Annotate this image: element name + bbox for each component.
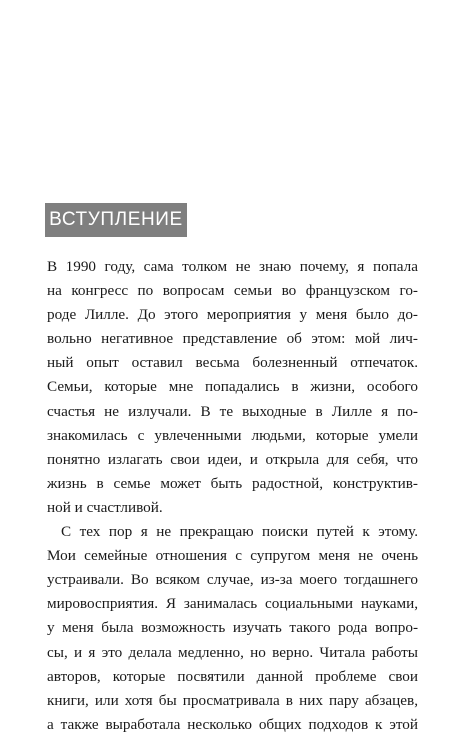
text-line: устраивали. Во всяком случае, из-за моего тогдашнего bbox=[47, 571, 418, 589]
text-line: жизнь в семье может быть радостной, конструктив- bbox=[47, 474, 418, 492]
chapter-heading: ВСТУПЛЕНИЕ bbox=[49, 209, 183, 230]
text-line: понятно излагать свои идеи, и открыла для себя, что bbox=[47, 450, 418, 468]
chapter-heading-box bbox=[45, 203, 187, 237]
text-line: счастья не излучали. В те выходные в Лилле я по- bbox=[47, 402, 418, 420]
text-line-paragraph-start: С тех пор я не прекращаю поиски путей к этому. bbox=[61, 523, 418, 541]
body-text bbox=[47, 255, 418, 737]
text-line: а также выработала несколько общих подходов к этой bbox=[47, 715, 418, 733]
text-line: мировосприятия. Я занималась социальными науками, bbox=[47, 595, 418, 613]
text-line: книги, или хотя бы просматривала в них пару абзацев, bbox=[47, 691, 418, 709]
text-line: знакомилась с увлеченными людьми, которые умели bbox=[47, 426, 418, 444]
text-line: сы, и я это делала медленно, но верно. Читала работы bbox=[47, 643, 418, 661]
text-line: вольно негативное представление об этом: мой лич- bbox=[47, 330, 418, 348]
text-line: авторов, которые посвятили данной проблеме свои bbox=[47, 667, 418, 685]
text-line: ный опыт оставил весьма болезненный отпечаток. bbox=[47, 354, 418, 372]
text-line: роде Лилле. До этого мероприятия у меня было до- bbox=[47, 306, 418, 324]
text-line-paragraph-end: ной и счастливой. bbox=[47, 498, 163, 516]
text-line: Мои семейные отношения с супругом меня не очень bbox=[47, 547, 418, 565]
text-line: у меня была возможность изучать такого рода вопро- bbox=[47, 619, 418, 637]
text-line: В 1990 году, сама толком не знаю почему, я попала bbox=[47, 258, 418, 275]
text-line: на конгресс по вопросам семьи во французском го- bbox=[47, 282, 418, 300]
text-line: Семьи, которые мне попадались в жизни, особого bbox=[47, 378, 418, 396]
